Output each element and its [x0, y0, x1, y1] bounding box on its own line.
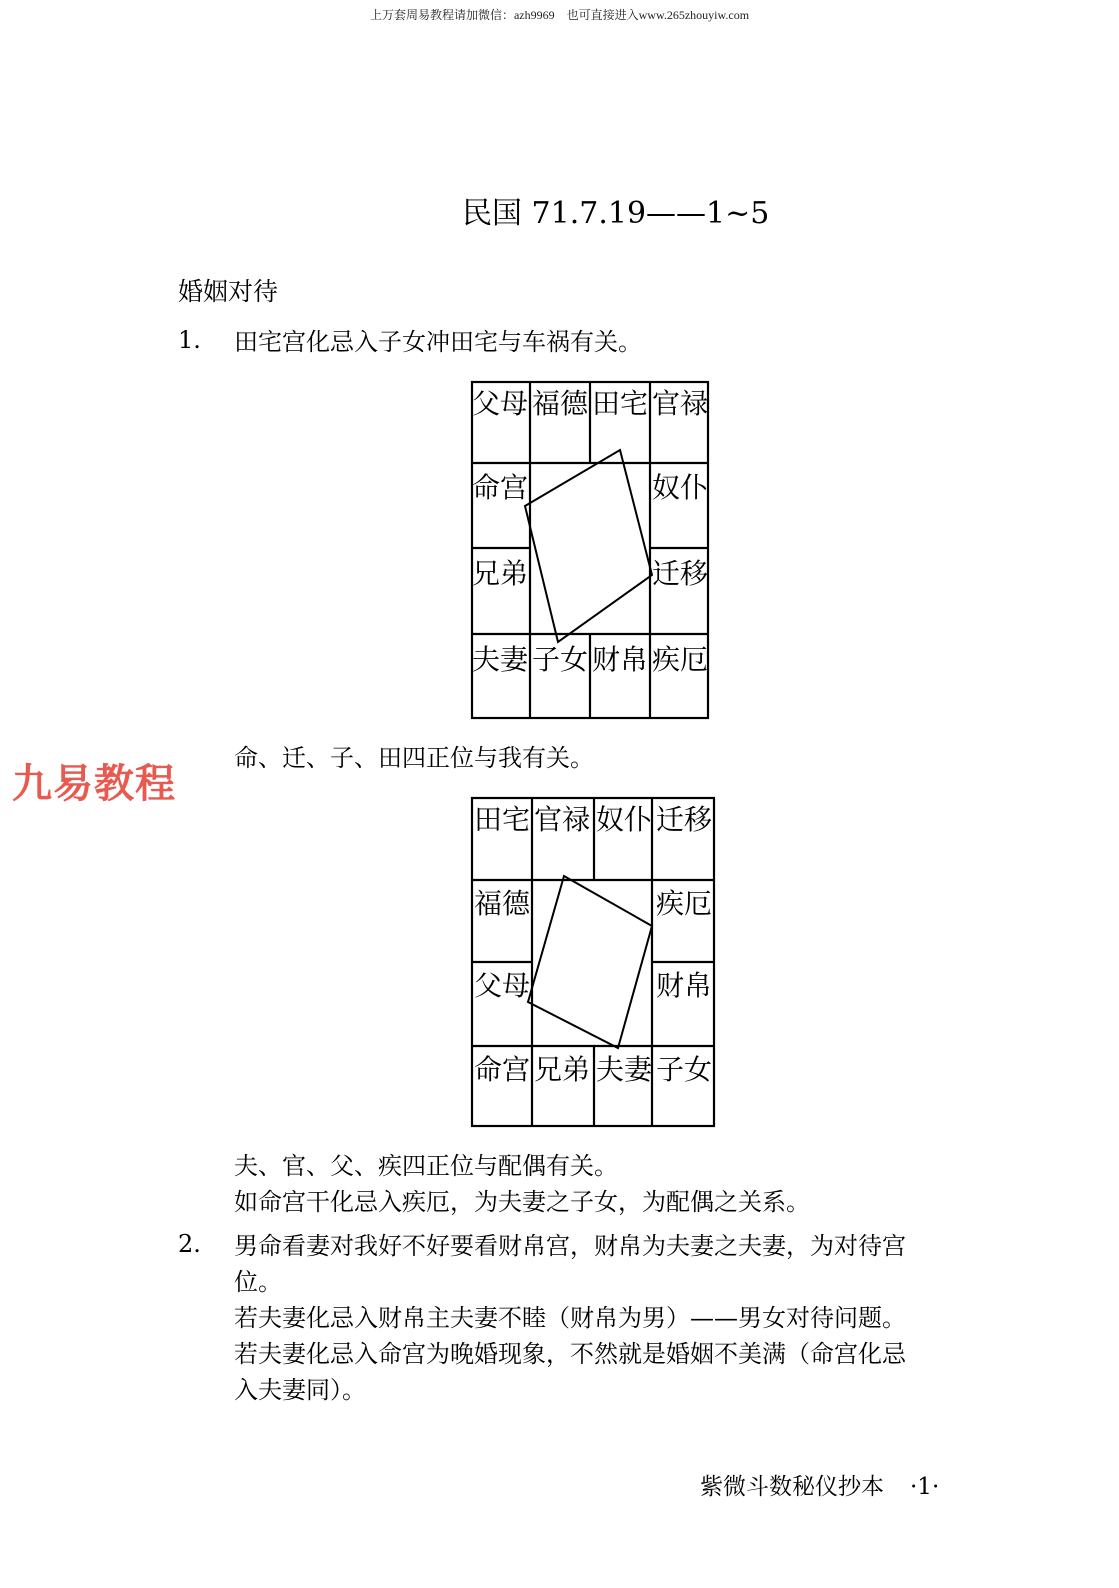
chart1-cell-xiongdi: 兄弟 — [472, 557, 529, 590]
chart1-cell-fuqi: 夫妻 — [472, 643, 529, 676]
footer-page-number: ·1· — [910, 1474, 940, 1500]
chart2-cell-fumu: 父母 — [474, 969, 531, 1002]
chart2-cell-caibo: 财帛 — [656, 969, 713, 1002]
chart2-cell-fude: 福德 — [474, 887, 531, 920]
chart2-cell-guanlu: 官禄 — [534, 803, 591, 836]
chart2-cell-xiongdi: 兄弟 — [534, 1053, 591, 1086]
footer-book-title: 紫微斗数秘仪抄本 — [700, 1474, 884, 1500]
page-header: 上万套周易教程请加微信：azh9969 也可直接进入www.265zhouyiw.com — [369, 8, 750, 22]
item-2-line-1: 男命看妻对我好不好要看财帛宫，财帛为夫妻之夫妻，为对待宫 — [234, 1232, 906, 1260]
item-2-line-5: 入夫妻同）。 — [234, 1376, 366, 1404]
chart1-cell-fude: 福德 — [532, 387, 589, 420]
item-number-2: 2. — [178, 1230, 201, 1258]
watermark: 九易教程 — [12, 761, 176, 807]
chart1-cell-jie: 疾厄 — [652, 643, 709, 676]
item-2-line-3: 若夫妻化忌入财帛主夫妻不睦（财帛为男）——男女对待问题。 — [234, 1304, 906, 1332]
item-text-1: 田宅宫化忌入子女冲田宅与车祸有关。 — [234, 328, 642, 356]
page-title: 民国 71.7.19——1~5 — [462, 196, 770, 231]
after-chart2-line-1: 夫、官、父、疾四正位与配偶有关。 — [234, 1152, 618, 1180]
chart2-cell-qianyi: 迁移 — [656, 803, 713, 836]
item-2-line-2: 位。 — [234, 1268, 282, 1296]
palace-chart-2 — [470, 796, 716, 1128]
palace-chart-1 — [470, 380, 710, 720]
chart2-cell-fuqi: 夫妻 — [596, 1053, 653, 1086]
chart2-cell-nupu: 奴仆 — [596, 803, 653, 836]
page-footer — [700, 1468, 939, 1501]
chart1-cell-zinv: 子女 — [532, 643, 589, 676]
between-text: 命、迁、子、田四正位与我有关。 — [234, 744, 594, 772]
after-chart2-line-2: 如命宫干化忌入疾厄，为夫妻之子女，为配偶之关系。 — [234, 1188, 810, 1216]
chart1-cell-nupu: 奴仆 — [652, 471, 709, 504]
item-number-1: 1. — [178, 326, 201, 354]
section-title: 婚姻对待 — [178, 277, 279, 306]
chart2-cell-tianzhai: 田宅 — [474, 803, 531, 836]
item-2-line-4: 若夫妻化忌入命宫为晚婚现象，不然就是婚姻不美满（命宫化忌 — [234, 1340, 906, 1368]
chart1-cell-qianyi: 迁移 — [652, 557, 709, 590]
chart1-cell-tianzhai: 田宅 — [592, 387, 649, 420]
chart2-cell-minggong: 命宫 — [474, 1053, 531, 1086]
chart1-cell-guanlu: 官禄 — [652, 387, 709, 420]
chart1-cell-minggong: 命宫 — [472, 471, 529, 504]
chart2-cell-jie: 疾厄 — [656, 887, 713, 920]
chart1-cell-fumu: 父母 — [472, 387, 529, 420]
chart2-cell-zinv: 子女 — [656, 1053, 713, 1086]
chart1-cell-caibo: 财帛 — [592, 643, 649, 676]
